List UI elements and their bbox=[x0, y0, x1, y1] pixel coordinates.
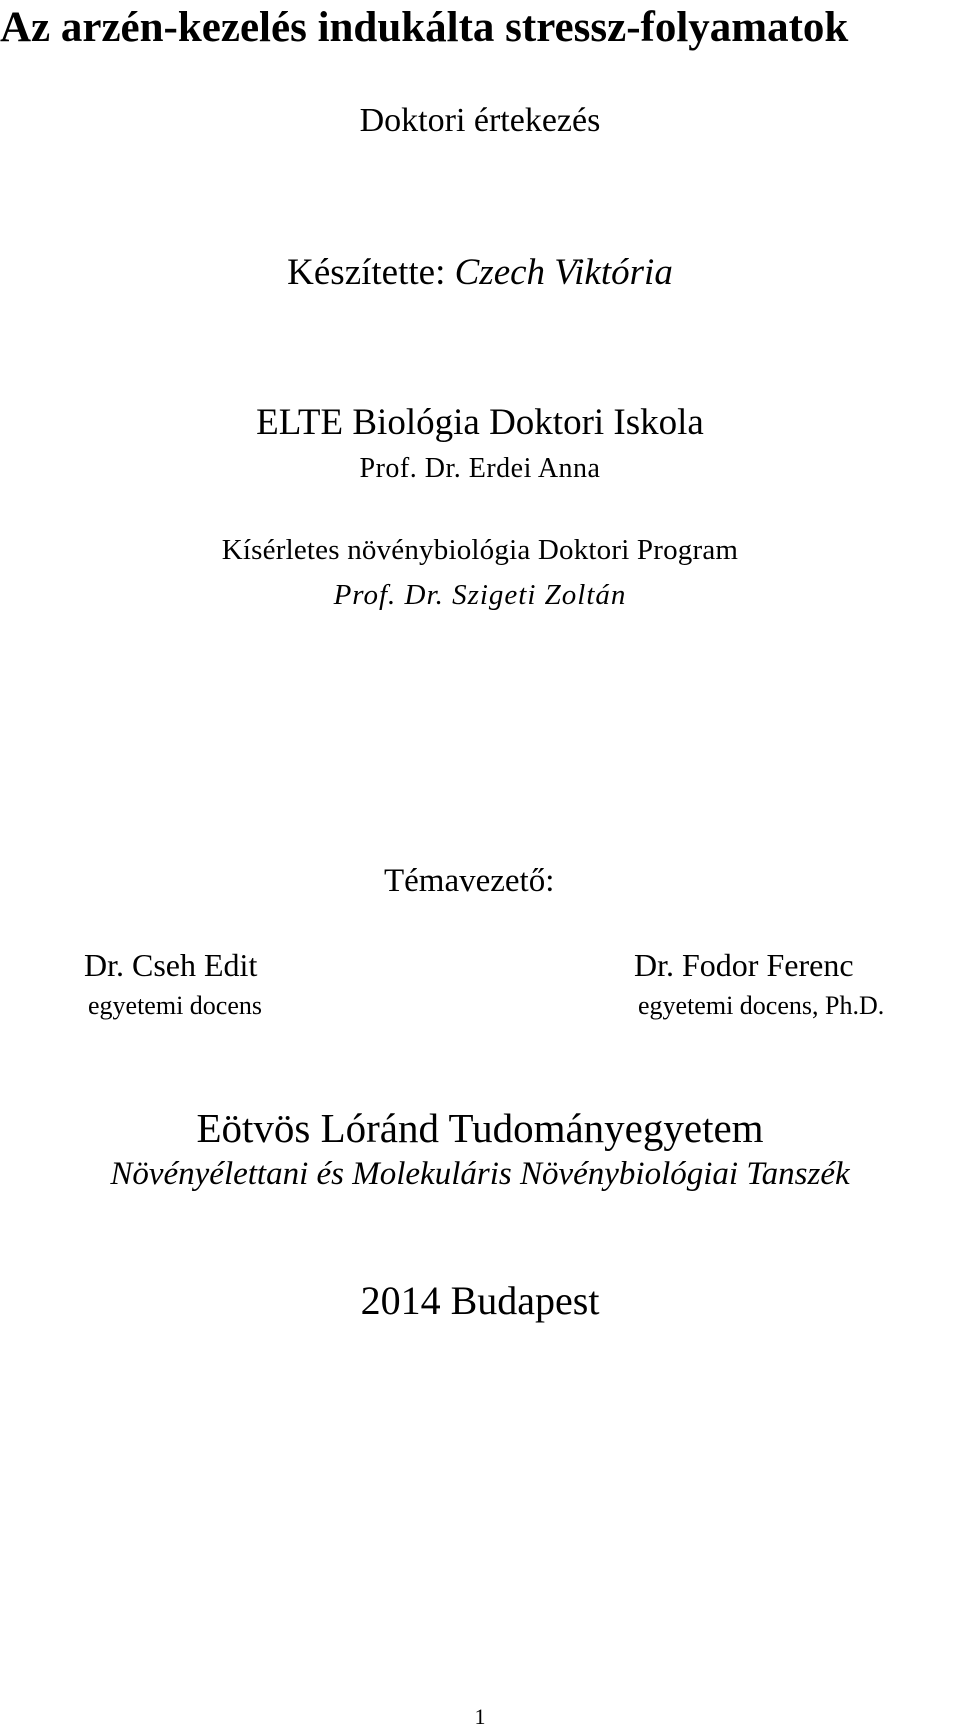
page-number: 1 bbox=[474, 1704, 486, 1729]
doctoral-program-name: Kísérletes növénybiológia Doktori Program bbox=[221, 534, 739, 566]
author-line bbox=[0, 254, 960, 291]
doctoral-school-head: Prof. Dr. Erdei Anna bbox=[359, 453, 601, 484]
author-label: Készítette: bbox=[287, 252, 446, 293]
place-year: 2014 Budapest bbox=[360, 1278, 600, 1323]
author-name: Czech Viktória bbox=[454, 252, 673, 293]
supervisor-2-name: Dr. Fodor Ferenc bbox=[634, 947, 854, 983]
supervisor-1-name: Dr. Cseh Edit bbox=[84, 947, 258, 983]
department-name: Növényélettani és Molekuláris Növénybiológiai Tanszék bbox=[110, 1156, 850, 1192]
thesis-title: Az arzén-kezelés indukálta stressz-folyamatok bbox=[0, 4, 849, 51]
doctoral-program-head: Prof. Dr. Szigeti Zoltán bbox=[333, 579, 627, 611]
supervisor-2-title: egyetemi docens, Ph.D. bbox=[638, 991, 885, 1020]
doctoral-school-name: ELTE Biológia Doktori Iskola bbox=[256, 402, 704, 443]
supervisor-1-title: egyetemi docens bbox=[88, 991, 262, 1020]
university-name: Eötvös Lóránd Tudományegyetem bbox=[196, 1105, 764, 1151]
supervisors-heading: Témavezető: bbox=[384, 863, 555, 899]
document-type: Doktori értekezés bbox=[359, 102, 601, 139]
